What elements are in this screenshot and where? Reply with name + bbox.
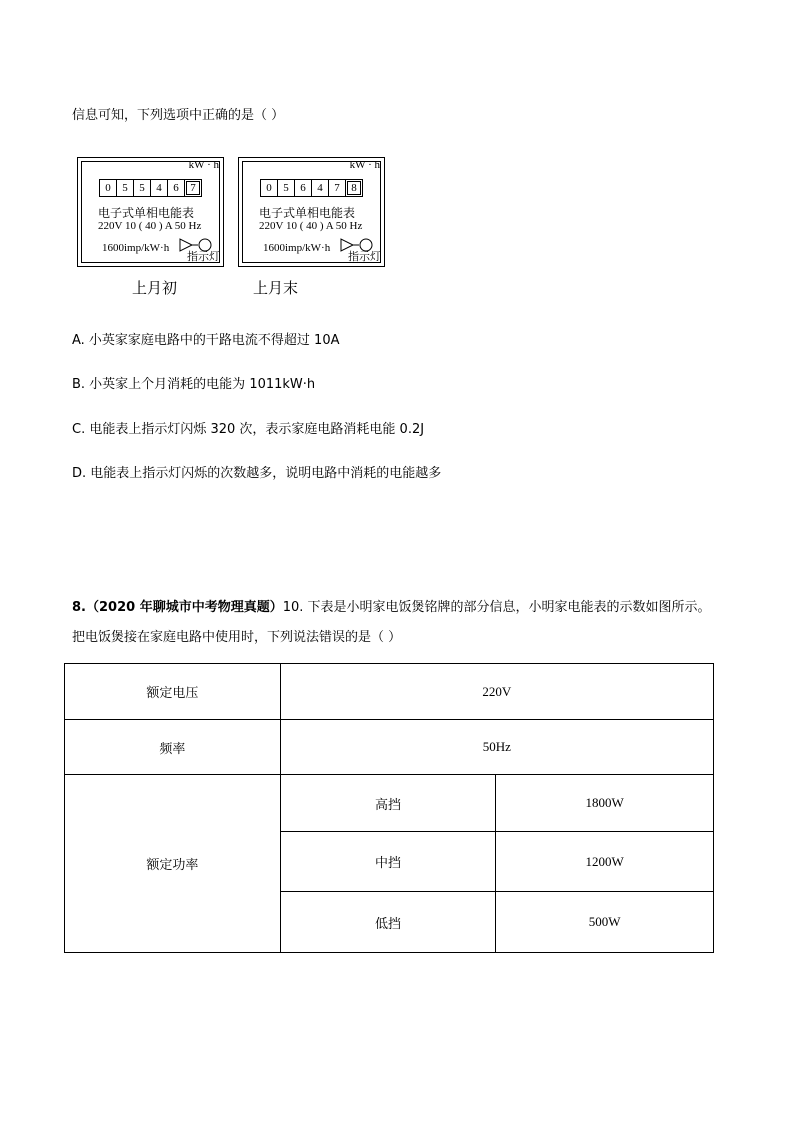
- meter-digit: 4: [150, 179, 168, 197]
- table-cell-value: 1200W: [496, 832, 714, 892]
- meter-name: 电子式单相电能表: [98, 206, 195, 220]
- table-cell-label: 额定电压: [65, 664, 281, 720]
- question-8-label: 8.（2020 年聊城市中考物理真题）: [72, 600, 283, 615]
- indicator-label: 指示灯: [348, 250, 381, 263]
- meter-spec: 220V 10 ( 40 ) A 50 Hz: [259, 220, 363, 232]
- meter-digit: 4: [311, 179, 329, 197]
- question-8-line-1: [72, 596, 711, 615]
- meter-name: 电子式单相电能表: [259, 206, 356, 220]
- meter-digit-decimal: 7: [184, 179, 202, 197]
- table-cell-value: 220V: [280, 664, 713, 720]
- table-row: [65, 720, 714, 775]
- meter-end-of-month: [238, 157, 385, 267]
- meter-unit: kW · h: [349, 159, 380, 171]
- table-cell-level: 高挡: [280, 775, 496, 832]
- intro-line: 信息可知，下列选项中正确的是（ ）: [72, 108, 285, 123]
- option-a: A. 小英家家庭电路中的干路电流不得超过 10A: [72, 333, 340, 348]
- table-row: [65, 775, 714, 832]
- option-c: C. 电能表上指示灯闪烁 320 次，表示家庭电路消耗电能 0.2J: [72, 422, 425, 437]
- meter-digit: 5: [116, 179, 134, 197]
- meter-start-of-month: [77, 157, 224, 267]
- meter-digit: 0: [260, 179, 278, 197]
- meter-digit: 6: [167, 179, 185, 197]
- table-cell-level: 低挡: [280, 892, 496, 953]
- meter-digit: 6: [294, 179, 312, 197]
- meter-digits: [99, 179, 202, 199]
- meter-caption: 上月初: [132, 279, 178, 297]
- meter-digits: [260, 179, 363, 199]
- meter-digit: 5: [133, 179, 151, 197]
- table-row: [65, 664, 714, 720]
- meter-unit: kW · h: [188, 159, 219, 171]
- table-cell-value: 1800W: [496, 775, 714, 832]
- table-cell-value: 50Hz: [280, 720, 713, 775]
- option-d: D. 电能表上指示灯闪烁的次数越多，说明电路中消耗的电能越多: [72, 466, 442, 481]
- option-b: B. 小英家上个月消耗的电能为 1011kW·h: [72, 377, 316, 392]
- table-cell-label: 额定功率: [65, 775, 281, 953]
- rice-cooker-spec-table: [64, 663, 714, 953]
- meter-digit-decimal: 8: [345, 179, 363, 197]
- question-8-line-2: 把电饭煲接在家庭电路中使用时，下列说法错误的是（ ）: [72, 630, 402, 645]
- meter-spec: 220V 10 ( 40 ) A 50 Hz: [98, 220, 202, 232]
- meter-caption: 上月末: [253, 279, 299, 297]
- indicator-label: 指示灯: [187, 250, 220, 263]
- table-cell-level: 中挡: [280, 832, 496, 892]
- table-cell-label: 频率: [65, 720, 281, 775]
- meter-imp: 1600imp/kW·h: [263, 242, 331, 254]
- meter-digit: 7: [328, 179, 346, 197]
- meter-imp: 1600imp/kW·h: [102, 242, 170, 254]
- meter-digit: 0: [99, 179, 117, 197]
- meter-digit: 5: [277, 179, 295, 197]
- table-cell-value: 500W: [496, 892, 714, 953]
- question-8-text: 10. 下表是小明家电饭煲铭牌的部分信息，小明家电能表的示数如图所示。: [282, 600, 711, 615]
